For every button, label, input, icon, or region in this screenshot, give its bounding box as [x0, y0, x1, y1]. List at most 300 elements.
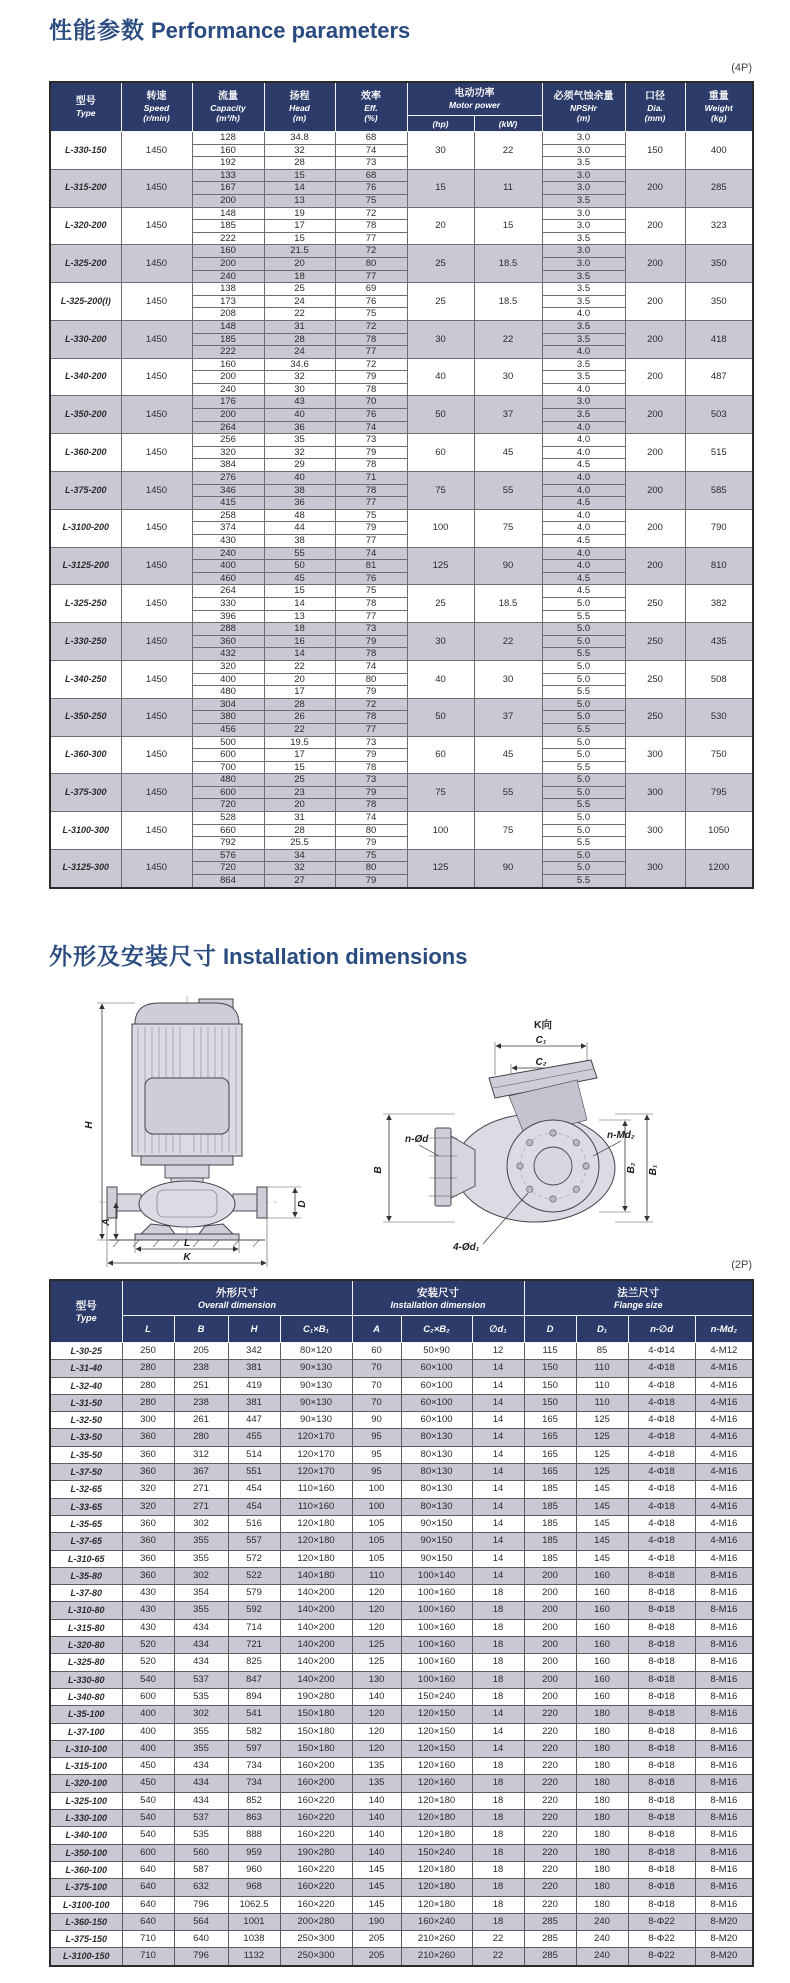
table-cell: 78 [335, 220, 407, 233]
table-cell: 80×130 [401, 1498, 472, 1515]
install-row-L-37-80 [50, 1585, 753, 1602]
col-header-d1: ∅d₁ [472, 1316, 524, 1343]
install-row-L-37-50 [50, 1464, 753, 1481]
table-cell: 78 [335, 648, 407, 661]
table-cell: 185 [524, 1550, 576, 1567]
table-cell: 1450 [121, 358, 192, 396]
table-cell: 640 [174, 1931, 228, 1948]
table-cell: 3.0 [542, 257, 625, 270]
table-cell: 8-M16 [695, 1740, 753, 1757]
table-cell: 4.5 [542, 585, 625, 598]
perf-row-L-3100-300-1 [50, 812, 753, 825]
table-cell: L-320-100 [50, 1775, 122, 1792]
table-cell: 105 [352, 1515, 401, 1532]
table-cell: 200 [524, 1688, 576, 1705]
table-cell: 14 [472, 1394, 524, 1411]
table-cell: 140×200 [280, 1619, 352, 1636]
table-cell: 37 [474, 396, 542, 434]
table-cell: 150×180 [280, 1740, 352, 1757]
table-cell: 120×170 [280, 1446, 352, 1463]
table-cell: 8-Φ18 [628, 1896, 695, 1913]
table-cell: 3.5 [542, 409, 625, 422]
motor-nameplate [145, 1078, 229, 1134]
table-cell: 85 [576, 1343, 628, 1360]
table-cell: 15 [264, 169, 335, 182]
table-cell: 100×160 [401, 1585, 472, 1602]
table-cell: 312 [174, 1446, 228, 1463]
table-cell: 434 [174, 1775, 228, 1792]
table-cell: 4-M16 [695, 1533, 753, 1550]
table-cell: 960 [228, 1861, 280, 1878]
table-cell: 95 [352, 1446, 401, 1463]
table-cell: 80 [335, 862, 407, 875]
table-cell: 200 [625, 283, 685, 321]
table-cell: 120×150 [401, 1723, 472, 1740]
table-cell: 535 [174, 1827, 228, 1844]
table-cell: 68 [335, 132, 407, 145]
table-cell: 220 [524, 1861, 576, 1878]
table-cell: 77 [335, 723, 407, 736]
install-row-L-340-80 [50, 1688, 753, 1705]
table-cell: 220 [524, 1740, 576, 1757]
table-cell: 8-Φ22 [628, 1913, 695, 1930]
table-cell: 160×240 [401, 1913, 472, 1930]
table-cell: 1450 [121, 132, 192, 170]
table-cell: 100 [407, 509, 474, 547]
motor-cap [135, 1003, 239, 1024]
table-cell: 74 [335, 812, 407, 825]
table-cell: 30 [474, 660, 542, 698]
table-cell: L-325-200(I) [50, 283, 121, 321]
table-cell: 5.0 [542, 812, 625, 825]
table-cell: 300 [625, 812, 685, 850]
table-cell: L-37-65 [50, 1533, 122, 1550]
table-cell: 60 [407, 434, 474, 472]
table-cell: 110×160 [280, 1498, 352, 1515]
table-cell: 22 [264, 723, 335, 736]
table-cell: 120×180 [280, 1550, 352, 1567]
table-cell: 222 [192, 346, 264, 359]
table-cell: 487 [685, 358, 753, 396]
perf-row-L-350-250-1 [50, 698, 753, 711]
install-row-L-315-100 [50, 1758, 753, 1775]
table-cell: 80 [335, 673, 407, 686]
perf-row-L-315-200-1 [50, 169, 753, 182]
table-cell: L-375-150 [50, 1931, 122, 1948]
table-cell: 150×180 [280, 1706, 352, 1723]
table-cell: 15 [264, 585, 335, 598]
table-cell: 250 [625, 585, 685, 623]
table-cell: 285 [524, 1948, 576, 1966]
table-cell: 120×160 [401, 1758, 472, 1775]
table-cell: 302 [174, 1515, 228, 1532]
table-cell: 1050 [685, 812, 753, 850]
table-cell: 180 [576, 1723, 628, 1740]
table-cell: 200 [192, 409, 264, 422]
install-row-L-310-65 [50, 1550, 753, 1567]
table-cell: 4-M16 [695, 1360, 753, 1377]
table-cell: 120 [352, 1619, 401, 1636]
table-cell: 430 [192, 535, 264, 548]
table-cell: 34.6 [264, 358, 335, 371]
table-cell: 8-M16 [695, 1879, 753, 1896]
table-cell: 8-M16 [695, 1758, 753, 1775]
table-cell: 1200 [685, 849, 753, 887]
table-cell: 180 [576, 1792, 628, 1809]
table-cell: L-360-300 [50, 736, 121, 774]
table-cell: L-330-200 [50, 320, 121, 358]
table-cell: 18 [472, 1688, 524, 1705]
install-row-L-35-65 [50, 1515, 753, 1532]
installation-diagram [49, 990, 752, 1274]
table-cell: 640 [122, 1879, 174, 1896]
table-cell: 74 [335, 547, 407, 560]
table-cell: L-325-250 [50, 585, 121, 623]
dim-label-L: L [183, 1238, 191, 1249]
table-cell: 45 [474, 736, 542, 774]
install-row-L-325-80 [50, 1654, 753, 1671]
table-cell: 160×200 [280, 1758, 352, 1775]
table-cell: 180 [576, 1810, 628, 1827]
table-cell: 8-Φ18 [628, 1619, 695, 1636]
table-cell: 80 [335, 257, 407, 270]
table-cell: L-37-50 [50, 1464, 122, 1481]
table-cell: 360 [122, 1515, 174, 1532]
table-cell: 4.5 [542, 535, 625, 548]
perf-row-L-340-250-1 [50, 660, 753, 673]
table-cell: 200 [625, 169, 685, 207]
table-cell: 14 [472, 1533, 524, 1550]
table-cell: 264 [192, 585, 264, 598]
install-row-L-340-100 [50, 1827, 753, 1844]
table-cell: 5.0 [542, 849, 625, 862]
table-cell: 60×100 [401, 1377, 472, 1394]
table-cell: 200 [524, 1619, 576, 1636]
table-cell: 360 [192, 635, 264, 648]
table-cell: 48 [264, 509, 335, 522]
table-cell: 22 [474, 132, 542, 170]
table-cell: 45 [264, 572, 335, 585]
table-cell: 205 [352, 1931, 401, 1948]
table-cell: 8-M16 [695, 1567, 753, 1584]
table-cell: 240 [576, 1913, 628, 1930]
table-cell: 125 [407, 849, 474, 887]
table-cell: 430 [122, 1602, 174, 1619]
table-cell: 435 [685, 623, 753, 661]
table-cell: 110 [576, 1377, 628, 1394]
table-cell: 140 [352, 1844, 401, 1861]
table-cell: 222 [192, 232, 264, 245]
table-cell: 342 [228, 1343, 280, 1360]
table-cell: 205 [174, 1343, 228, 1360]
table-cell: 434 [174, 1654, 228, 1671]
table-cell: 415 [192, 497, 264, 510]
table-cell: 120×180 [401, 1879, 472, 1896]
table-cell: 400 [192, 560, 264, 573]
table-cell: 320 [122, 1498, 174, 1515]
table-cell: 150 [524, 1394, 576, 1411]
table-cell: 138 [192, 283, 264, 296]
table-cell: 22 [264, 660, 335, 673]
table-cell: 4.5 [542, 497, 625, 510]
table-cell: 32 [264, 144, 335, 157]
table-cell: 14 [472, 1412, 524, 1429]
table-cell: 355 [174, 1533, 228, 1550]
table-cell: 55 [264, 547, 335, 560]
table-cell: 125 [576, 1464, 628, 1481]
install-row-L-350-100 [50, 1844, 753, 1861]
table-cell: 5.5 [542, 837, 625, 850]
installation-table-body [50, 1343, 753, 1966]
table-cell: 522 [228, 1567, 280, 1584]
table-cell: 4-Φ18 [628, 1498, 695, 1515]
table-cell: 640 [122, 1913, 174, 1930]
table-cell: 5.0 [542, 736, 625, 749]
table-cell: 75 [407, 774, 474, 812]
install-row-L-360-150 [50, 1913, 753, 1930]
table-cell: 576 [192, 849, 264, 862]
table-cell: 600 [122, 1688, 174, 1705]
table-cell: 300 [625, 849, 685, 887]
install-row-L-3100-150 [50, 1948, 753, 1966]
section2-title-zh: 外形及安装尺寸 [49, 943, 217, 969]
table-cell: 60 [407, 736, 474, 774]
table-cell: 968 [228, 1879, 280, 1896]
table-cell: 8-Φ18 [628, 1879, 695, 1896]
table-cell: 792 [192, 837, 264, 850]
table-cell: 140×200 [280, 1602, 352, 1619]
table-cell: 4.0 [542, 560, 625, 573]
table-cell: 72 [335, 358, 407, 371]
table-cell: 1450 [121, 774, 192, 812]
table-cell: 75 [474, 509, 542, 547]
table-cell: 32 [264, 862, 335, 875]
install-row-L-315-80 [50, 1619, 753, 1636]
table-cell: 4-Φ18 [628, 1533, 695, 1550]
table-cell: 374 [192, 522, 264, 535]
table-cell: 70 [352, 1360, 401, 1377]
table-cell: 78 [335, 383, 407, 396]
table-cell: 4.5 [542, 572, 625, 585]
table-cell: 256 [192, 434, 264, 447]
table-cell: 180 [576, 1758, 628, 1775]
table-cell: 77 [335, 610, 407, 623]
install-row-L-33-65 [50, 1498, 753, 1515]
table-cell: 4-M16 [695, 1481, 753, 1498]
perf-row-L-330-200-1 [50, 320, 753, 333]
col-header-type: 型号 Type [50, 82, 121, 132]
performance-table-body [50, 132, 753, 888]
table-cell: 145 [576, 1481, 628, 1498]
table-cell: 20 [264, 673, 335, 686]
table-cell: 8-M16 [695, 1896, 753, 1913]
table-cell: 77 [335, 346, 407, 359]
table-cell: 250×300 [280, 1948, 352, 1966]
table-cell: 55 [474, 472, 542, 510]
table-cell: 40 [407, 358, 474, 396]
table-cell: 460 [192, 572, 264, 585]
table-cell: 29 [264, 459, 335, 472]
table-cell: 1450 [121, 245, 192, 283]
table-cell: 120×180 [280, 1533, 352, 1550]
table-cell: 18 [472, 1861, 524, 1878]
table-cell: 535 [174, 1688, 228, 1705]
table-cell: 1450 [121, 585, 192, 623]
table-cell: 355 [174, 1723, 228, 1740]
dim-label-A: A [101, 1218, 112, 1226]
group-header-overall: 外形尺寸 Overall dimension [122, 1280, 352, 1316]
table-cell: 346 [192, 484, 264, 497]
table-cell: 350 [685, 283, 753, 321]
table-cell: 454 [228, 1481, 280, 1498]
table-cell: 8-Φ18 [628, 1637, 695, 1654]
table-cell: 200 [524, 1637, 576, 1654]
table-cell: 579 [228, 1585, 280, 1602]
table-cell: 185 [524, 1498, 576, 1515]
table-cell: 75 [335, 585, 407, 598]
table-cell: 160×220 [280, 1896, 352, 1913]
install-row-L-31-50 [50, 1394, 753, 1411]
table-cell: L-37-80 [50, 1585, 122, 1602]
table-cell: 78 [335, 799, 407, 812]
table-cell: 360 [122, 1446, 174, 1463]
table-cell: 5.0 [542, 862, 625, 875]
table-cell: 14 [472, 1377, 524, 1394]
table-cell: L-37-100 [50, 1723, 122, 1740]
table-cell: 5.0 [542, 673, 625, 686]
table-cell: 27 [264, 875, 335, 888]
table-cell: 160 [576, 1671, 628, 1688]
table-cell: L-330-150 [50, 132, 121, 170]
table-cell: 8-M20 [695, 1913, 753, 1930]
suction-flange-kview [435, 1128, 451, 1206]
table-cell: 43 [264, 396, 335, 409]
table-cell: 77 [335, 270, 407, 283]
table-cell: 4-Φ18 [628, 1360, 695, 1377]
table-cell: 100 [352, 1498, 401, 1515]
table-cell: 140 [352, 1810, 401, 1827]
table-cell: 8-Φ18 [628, 1844, 695, 1861]
table-cell: 640 [122, 1896, 174, 1913]
table-cell: 560 [174, 1844, 228, 1861]
table-cell: 145 [352, 1861, 401, 1878]
table-cell: 173 [192, 295, 264, 308]
table-cell: 3.0 [542, 144, 625, 157]
callout-4-od1: 4-Ød₁ [453, 1242, 480, 1253]
pump-front-view [84, 996, 308, 1267]
table-cell: 60 [352, 1343, 401, 1360]
table-cell: 8-M16 [695, 1706, 753, 1723]
table-cell: 750 [685, 736, 753, 774]
table-cell: 8-Φ18 [628, 1827, 695, 1844]
table-cell: 888 [228, 1827, 280, 1844]
table-cell: 14 [472, 1446, 524, 1463]
table-cell: 30 [264, 383, 335, 396]
callout-n-md2: n-Md₂ [607, 1130, 635, 1141]
table-cell: 120×170 [280, 1464, 352, 1481]
table-cell: 419 [228, 1377, 280, 1394]
table-cell: 8-M16 [695, 1688, 753, 1705]
table-cell: 592 [228, 1602, 280, 1619]
table-cell: 79 [335, 749, 407, 762]
table-cell: 3.0 [542, 132, 625, 145]
table-cell: 4-Φ18 [628, 1446, 695, 1463]
table-cell: 220 [524, 1896, 576, 1913]
table-cell: 200 [524, 1585, 576, 1602]
table-cell: 80×130 [401, 1446, 472, 1463]
table-cell: 381 [228, 1394, 280, 1411]
table-cell: 200 [524, 1654, 576, 1671]
table-cell: 11 [474, 169, 542, 207]
table-cell: L-30-25 [50, 1343, 122, 1360]
table-cell: 200 [625, 547, 685, 585]
table-cell: 32 [264, 446, 335, 459]
pump-k-view [373, 1018, 659, 1253]
table-cell: 75 [335, 849, 407, 862]
table-cell: 160 [192, 144, 264, 157]
table-cell: 180 [576, 1740, 628, 1757]
table-cell: 4.0 [542, 522, 625, 535]
table-cell: 18 [472, 1671, 524, 1688]
table-cell: 72 [335, 320, 407, 333]
install-row-L-310-100 [50, 1740, 753, 1757]
table-cell: 3.5 [542, 371, 625, 384]
perf-row-L-350-200-1 [50, 396, 753, 409]
table-cell: 79 [335, 875, 407, 888]
table-cell: 25 [407, 245, 474, 283]
table-cell: 380 [192, 711, 264, 724]
table-cell: 60×100 [401, 1394, 472, 1411]
table-cell: 330 [192, 597, 264, 610]
table-cell: 14 [472, 1360, 524, 1377]
install-row-L-320-100 [50, 1775, 753, 1792]
table-cell: 78 [335, 484, 407, 497]
table-cell: 15 [264, 232, 335, 245]
table-cell: 250 [625, 660, 685, 698]
table-cell: L-3100-100 [50, 1896, 122, 1913]
table-cell: 355 [174, 1602, 228, 1619]
table-cell: 220 [524, 1810, 576, 1827]
table-cell: 15 [474, 207, 542, 245]
table-cell: 100×160 [401, 1637, 472, 1654]
table-cell: 302 [174, 1567, 228, 1584]
table-cell: 70 [335, 396, 407, 409]
table-cell: 285 [524, 1913, 576, 1930]
table-cell: 360 [122, 1429, 174, 1446]
table-cell: 79 [335, 446, 407, 459]
volute-casing [139, 1181, 235, 1227]
table-cell: 360 [122, 1533, 174, 1550]
table-cell: 180 [576, 1879, 628, 1896]
table-cell: L-310-100 [50, 1740, 122, 1757]
perf-row-L-325-250-1 [50, 585, 753, 598]
table-cell: 350 [685, 245, 753, 283]
table-cell: 125 [352, 1637, 401, 1654]
table-cell: 450 [122, 1758, 174, 1775]
table-cell: L-3125-300 [50, 849, 121, 887]
table-cell: 120 [352, 1602, 401, 1619]
table-cell: 8-Φ18 [628, 1654, 695, 1671]
table-cell: 208 [192, 308, 264, 321]
table-cell: 160 [192, 245, 264, 258]
table-cell: 304 [192, 698, 264, 711]
table-cell: 25 [407, 283, 474, 321]
table-cell: 5.0 [542, 597, 625, 610]
table-cell: 3.0 [542, 396, 625, 409]
table-cell: 220 [524, 1758, 576, 1775]
table-cell: 150 [524, 1377, 576, 1394]
table-cell: 133 [192, 169, 264, 182]
